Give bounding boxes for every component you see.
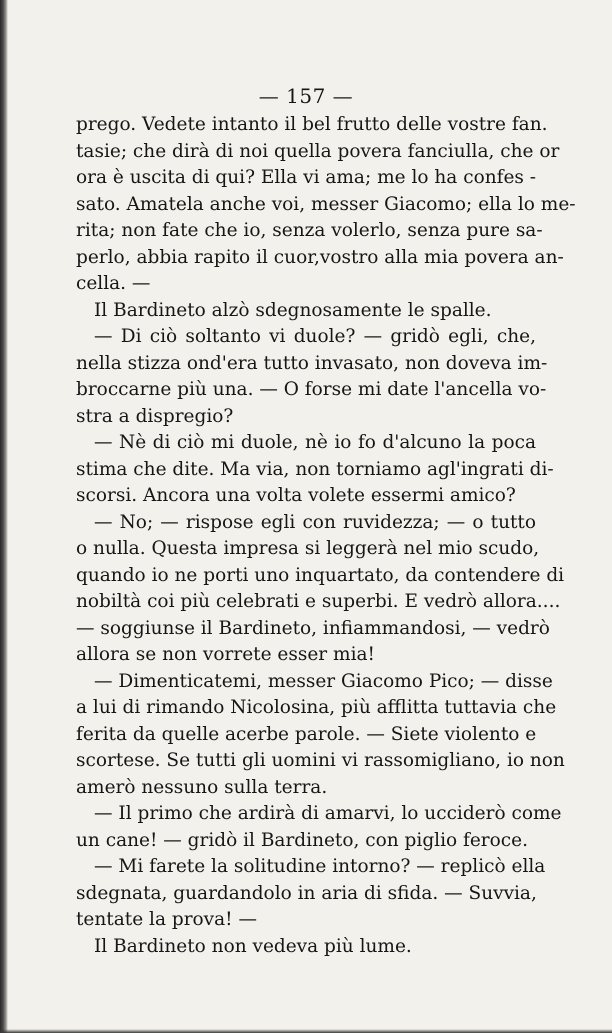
text-line: sdegnata, guardandolo in aria di sfida. — Suvvia, — [76, 882, 537, 904]
text-line: stra a dispregio? — [76, 405, 234, 427]
text-line: perlo, abbia rapito il cuor,vostro alla mia povera an- — [76, 246, 564, 268]
text-line: nella stizza ond'era tutto invasato, non doveva im- — [76, 352, 548, 374]
text-line: stima che dite. Ma via, non torniamo agl'ingrati di- — [76, 458, 554, 480]
text-line: quando io ne porti uno inquartato, da contendere di — [76, 564, 565, 586]
text-line: o nulla. Questa impresa si leggerà nel mio scudo, — [76, 538, 540, 559]
text-line: amerò nessuno sulla terra. — [76, 776, 328, 798]
text-line: ferita da quelle acerbe parole. — Siete violento e — [76, 723, 537, 745]
text-line: prego. Vedete intanto il bel frutto delle vostre fan. — [76, 114, 548, 135]
text-line: tasie; che dirà di noi quella povera fanciulla, che or — [76, 140, 560, 162]
text-line: sato. Amatela anche voi, messer Giacomo; ella lo me- — [76, 193, 576, 215]
text-line: — Il primo che ardirà di amarvi, lo ucciderò come — [94, 803, 562, 824]
text-line: broccarne più una. — O forse mi date l'ancella vo- — [76, 379, 547, 400]
page-number: — 157 — — [258, 84, 354, 108]
body-text — [76, 112, 576, 960]
text-line: a lui di rimando Nicolosina, più afflitta tuttavia che — [76, 697, 557, 718]
text-line: — Nè di ciò mi duole, nè io fo d'alcuno la poca — [94, 432, 536, 453]
text-line: Il Bardineto non vedeva più lume. — [94, 935, 412, 957]
text-line: — soggiunse il Bardineto, infiammandosi, — vedrò — [76, 617, 550, 639]
text-line: — Mi farete la solitudine intorno? — replicò ella — [94, 856, 546, 877]
text-line: rita; non fate che io, senza volerlo, senza pure sa- — [76, 220, 543, 241]
text-line: — Di ciò soltanto vi duole? — gridò egli, che, — [94, 326, 536, 347]
text-line: tentate la prova! — — [76, 909, 257, 930]
text-line: — Dimenticatemi, messer Giacomo Pico; — disse — [94, 670, 553, 692]
text-line: — No; — rispose egli con ruvidezza; — o tutto — [94, 511, 536, 533]
page-bottom-shadow — [0, 1029, 612, 1033]
page-gutter-shadow — [0, 0, 8, 1033]
text-line: nobiltà coi più celebrati e superbi. E vedrò allora.... — [76, 591, 561, 612]
text-line: ora è uscita di qui? Ella vi ama; me lo ha confes - — [76, 167, 537, 188]
text-line: scortese. Se tutti gli uomini vi rassomigliano, io non — [76, 750, 565, 771]
text-line: Il Bardineto alzò sdegnosamente le spalle. — [94, 299, 492, 321]
text-line: un cane! — gridò il Bardineto, con piglio feroce. — [76, 829, 528, 851]
text-line: scorsi. Ancora una volta volete essermi amico? — [76, 485, 516, 506]
text-line: allora se non vorrete esser mia! — [76, 644, 375, 665]
text-line: cella. — — [76, 273, 151, 294]
